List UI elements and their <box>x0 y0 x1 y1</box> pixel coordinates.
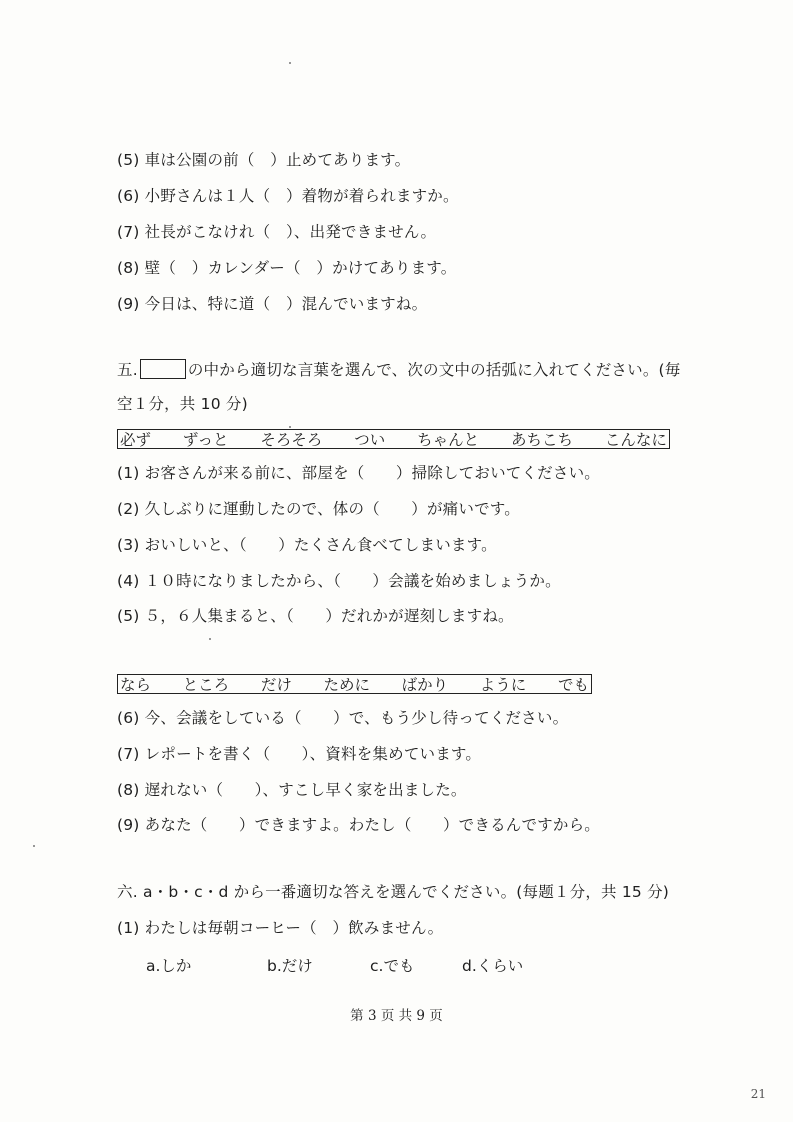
word-choice: ために <box>323 676 370 694</box>
word-choice: ずっと <box>182 431 229 449</box>
section-5-instruction-cont: 空１分，共 10 分) <box>117 395 248 413</box>
word-choice: でも <box>557 676 589 694</box>
answer-option: b.だけ <box>267 957 313 975</box>
question-item: (7) レポートを書く（ ）、資料を集めています。 <box>117 745 482 763</box>
question-item: (5) ５，６人集まると、（ ）だれかが遅刻しますね。 <box>117 607 514 625</box>
blank-box-icon <box>140 359 186 379</box>
question-item: (1) お客さんが来る前に、部屋を（ ）掃除しておいてください。 <box>117 464 600 482</box>
question-item: (6) 今、会議をしている（ ）で、もう少し待ってください。 <box>117 709 569 727</box>
question-item: (6) 小野さんは１人（ ）着物が着られますか。 <box>117 187 459 205</box>
question-item: (8) 遅れない（ ）、すこし早く家を出ました。 <box>117 781 467 799</box>
page-number: 21 <box>750 1087 766 1101</box>
question-item: (9) 今日は、特に道（ ）混んでいますね。 <box>117 295 428 313</box>
word-choice: つい <box>354 431 386 449</box>
section-5-instruction <box>117 359 680 380</box>
word-choice: こんなに <box>604 431 667 449</box>
section-5-number: 五. <box>117 361 138 379</box>
word-choice: ように <box>479 676 527 694</box>
answer-option: a.しか <box>146 957 192 975</box>
question-item: (7) 社長がこなけれ（ ）、出発できません。 <box>117 223 437 241</box>
answer-option: c.でも <box>370 957 415 975</box>
question-item: (2) 久しぶりに運動したので、体の（ ）が痛いです。 <box>117 500 520 518</box>
section-6-instruction: 六. a・b・c・d から一番適切な答えを選んでください。(每题１分，共 15 分) <box>117 883 670 901</box>
word-choice: だけ <box>260 676 292 694</box>
section-5-instruction-text: の中から適切な言葉を選んで、次の文中の括弧に入れてください。(毎 <box>187 361 681 379</box>
scan-speck <box>209 638 211 640</box>
scan-speck <box>33 845 35 847</box>
scan-speck <box>289 62 291 64</box>
word-choice-box <box>117 674 592 694</box>
word-choice: そろそろ <box>260 431 323 449</box>
question-item: (4) １０時になりましたから、（ ）会議を始めましょうか。 <box>117 572 561 590</box>
word-choice: あちこち <box>511 431 574 449</box>
question-item: (8) 壁（ ）カレンダー（ ）かけてあります。 <box>117 259 457 277</box>
question-item: (3) おいしいと、（ ）たくさん食べてしまいます。 <box>117 536 497 554</box>
answer-option: d.くらい <box>462 957 524 975</box>
question-item: (1) わたしは毎朝コーヒー（ ）飲みません。 <box>117 919 444 937</box>
word-choice: ちゃんと <box>417 431 480 449</box>
page-footer: 第 3 页 共 9 页 <box>350 1008 443 1024</box>
word-choice-box <box>117 429 670 449</box>
word-choice: 必ず <box>120 431 152 449</box>
word-choice: なら <box>120 676 152 694</box>
question-item: (9) あなた（ ）できますよ。わたし（ ）できるんですから。 <box>117 816 600 834</box>
question-item: (5) 車は公園の前（ ）止めてあります。 <box>117 151 411 169</box>
word-choice: ばかり <box>401 676 449 694</box>
word-choice: ところ <box>182 676 230 694</box>
